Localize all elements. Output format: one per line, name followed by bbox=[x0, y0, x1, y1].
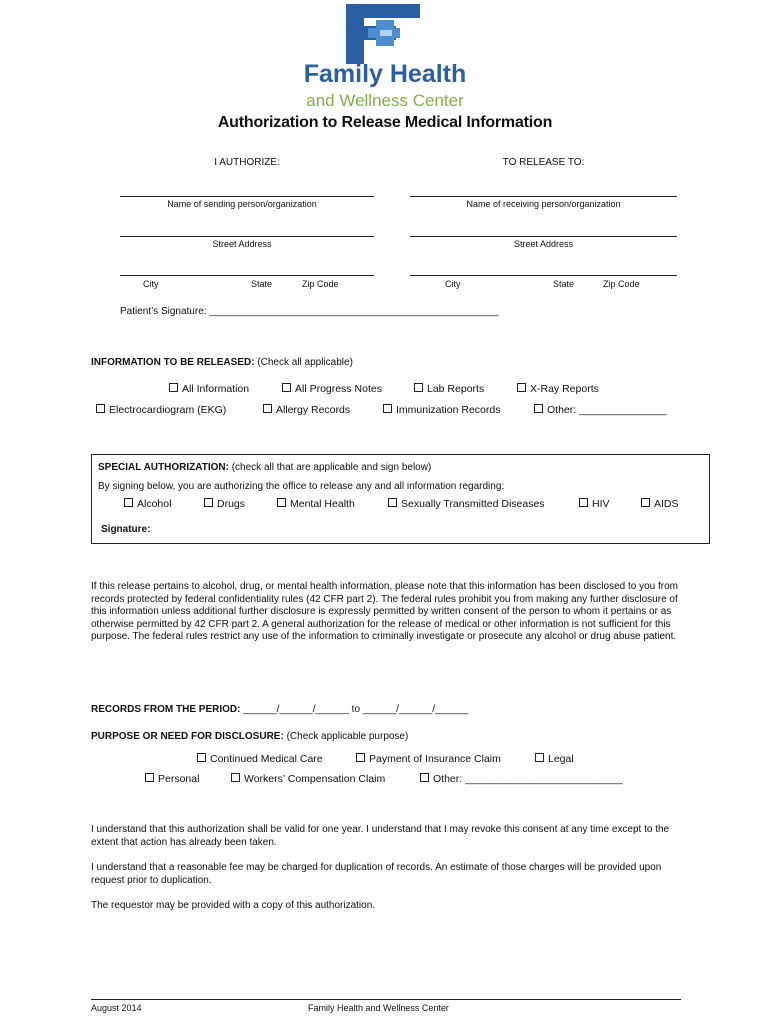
checkbox-icon bbox=[535, 753, 544, 762]
checkbox-icon bbox=[579, 498, 588, 507]
checkbox-icon bbox=[263, 404, 272, 413]
checkbox-icon bbox=[388, 498, 397, 507]
checkbox-all-progress-notes[interactable]: All Progress Notes bbox=[282, 383, 382, 395]
footer-date: August 2014 bbox=[91, 1003, 142, 1013]
checkbox-ekg[interactable]: Electrocardiogram (EKG) bbox=[96, 404, 226, 416]
statement-valid: I understand that this authorization shall be valid for one year. I understand that I may revoke this consent at any time except to the extent that action has already been taken. bbox=[91, 824, 670, 848]
checkbox-icon bbox=[169, 383, 178, 392]
checkbox-std[interactable]: Sexually Transmitted Diseases bbox=[388, 498, 545, 510]
checkbox-mental-health[interactable]: Mental Health bbox=[277, 498, 355, 510]
receiving-city-line[interactable] bbox=[410, 275, 677, 276]
receiving-state-label: State bbox=[553, 279, 575, 289]
records-period-row[interactable] bbox=[91, 704, 468, 715]
checkbox-other-purpose[interactable]: Other: ___________________________ bbox=[420, 773, 623, 785]
checkbox-icon bbox=[420, 773, 429, 782]
checkbox-immunization-records[interactable]: Immunization Records bbox=[383, 404, 500, 416]
checkbox-lab-reports[interactable]: Lab Reports bbox=[414, 383, 484, 395]
sending-street-line[interactable] bbox=[120, 236, 374, 237]
info-heading-row bbox=[91, 357, 353, 368]
special-heading: SPECIAL AUTHORIZATION: bbox=[98, 462, 229, 473]
sending-city-line[interactable] bbox=[120, 275, 374, 276]
checkbox-allergy-records[interactable]: Allergy Records bbox=[263, 404, 350, 416]
release-to-heading: TO RELEASE TO: bbox=[502, 157, 585, 168]
info-note: (Check all applicable) bbox=[257, 357, 353, 368]
statement-fee: I understand that a reasonable fee may be charged for duplication of records. An estimate of those charges will be provided upon request prior to duplication. bbox=[91, 862, 662, 886]
checkbox-icon bbox=[356, 753, 365, 762]
checkbox-icon bbox=[414, 383, 423, 392]
footer-org: Family Health and Wellness Center bbox=[308, 1003, 449, 1013]
sending-name-label: Name of sending person/organization bbox=[167, 199, 317, 209]
patient-signature-field[interactable]: Patient’s Signature: ____________________________________________________ bbox=[120, 306, 499, 317]
checkbox-icon bbox=[204, 498, 213, 507]
checkbox-icon bbox=[277, 498, 286, 507]
receiving-name-label: Name of receiving person/organization bbox=[466, 199, 621, 209]
sending-state-label: State bbox=[251, 279, 273, 289]
receiving-name-line[interactable] bbox=[410, 196, 677, 197]
checkbox-personal[interactable]: Personal bbox=[145, 773, 199, 785]
receiving-street-line[interactable] bbox=[410, 236, 677, 237]
checkbox-icon bbox=[145, 773, 154, 782]
purpose-heading: PURPOSE OR NEED FOR DISCLOSURE: bbox=[91, 731, 284, 742]
receiving-zip-label: Zip Code bbox=[603, 279, 640, 289]
special-intro: By signing below, you are authorizing the office to release any and all information regarding: bbox=[98, 481, 505, 492]
checkbox-alcohol[interactable]: Alcohol bbox=[124, 498, 171, 510]
authorize-heading: I AUTHORIZE: bbox=[214, 157, 280, 168]
page-title: Authorization to Release Medical Information bbox=[217, 114, 553, 131]
checkbox-icon bbox=[517, 383, 526, 392]
checkbox-insurance-claim[interactable]: Payment of Insurance Claim bbox=[356, 753, 501, 765]
sending-street-label: Street Address bbox=[212, 239, 272, 249]
special-heading-row bbox=[98, 462, 431, 473]
checkbox-xray-reports[interactable]: X-Ray Reports bbox=[517, 383, 599, 395]
purpose-note: (Check applicable purpose) bbox=[286, 731, 409, 742]
checkbox-other-info[interactable]: Other: _______________ bbox=[534, 404, 667, 416]
receiving-street-label: Street Address bbox=[513, 239, 574, 249]
checkbox-icon bbox=[534, 404, 543, 413]
logo-mark-icon bbox=[346, 4, 422, 64]
footer-divider bbox=[91, 999, 681, 1000]
checkbox-icon bbox=[124, 498, 133, 507]
special-signature-label[interactable]: Signature: bbox=[101, 524, 151, 535]
disclosure-paragraph: If this release pertains to alcohol, drug, or mental health information, please note that this information has been disclosed to you from records protected by federal confidentiality rules (42 CFR part 2). The federal rules prohibit you from making any further disclosure of this information unless additional further disclosure is expressly permitted by written consent of the person to whom it pertains or as otherwise permitted by 42 CFR part 2. A general authorization for the release of medical or other information is not sufficient for this purpose. The federal rules restrict any use of the information to criminally investigate or prosecute any alcohol or drug abuse patient. bbox=[91, 581, 678, 642]
checkbox-legal[interactable]: Legal bbox=[535, 753, 574, 765]
sending-zip-label: Zip Code bbox=[302, 279, 339, 289]
checkbox-aids[interactable]: AIDS bbox=[641, 498, 679, 510]
checkbox-icon bbox=[383, 404, 392, 413]
logo-title: Family Health bbox=[303, 60, 467, 88]
receiving-city-label: City bbox=[445, 279, 461, 289]
sending-name-line[interactable] bbox=[120, 196, 374, 197]
records-period-label: RECORDS FROM THE PERIOD: bbox=[91, 704, 241, 715]
checkbox-icon bbox=[96, 404, 105, 413]
records-period-value[interactable]: ______/______/______ to ______/______/______ bbox=[243, 704, 469, 715]
sending-city-label: City bbox=[143, 279, 159, 289]
checkbox-icon bbox=[231, 773, 240, 782]
checkbox-drugs[interactable]: Drugs bbox=[204, 498, 245, 510]
info-heading: INFORMATION TO BE RELEASED: bbox=[91, 357, 255, 368]
checkbox-icon bbox=[641, 498, 650, 507]
checkbox-icon bbox=[282, 383, 291, 392]
special-note: (check all that are applicable and sign below) bbox=[231, 462, 432, 473]
checkbox-icon bbox=[197, 753, 206, 762]
checkbox-hiv[interactable]: HIV bbox=[579, 498, 610, 510]
checkbox-all-information[interactable]: All Information bbox=[169, 383, 249, 395]
statement-copy: The requestor may be provided with a copy of this authorization. bbox=[91, 900, 376, 911]
checkbox-continued-care[interactable]: Continued Medical Care bbox=[197, 753, 323, 765]
logo-subtitle: and Wellness Center bbox=[306, 91, 464, 110]
purpose-heading-row bbox=[91, 731, 408, 742]
checkbox-workers-comp[interactable]: Workers’ Compensation Claim bbox=[231, 773, 385, 785]
